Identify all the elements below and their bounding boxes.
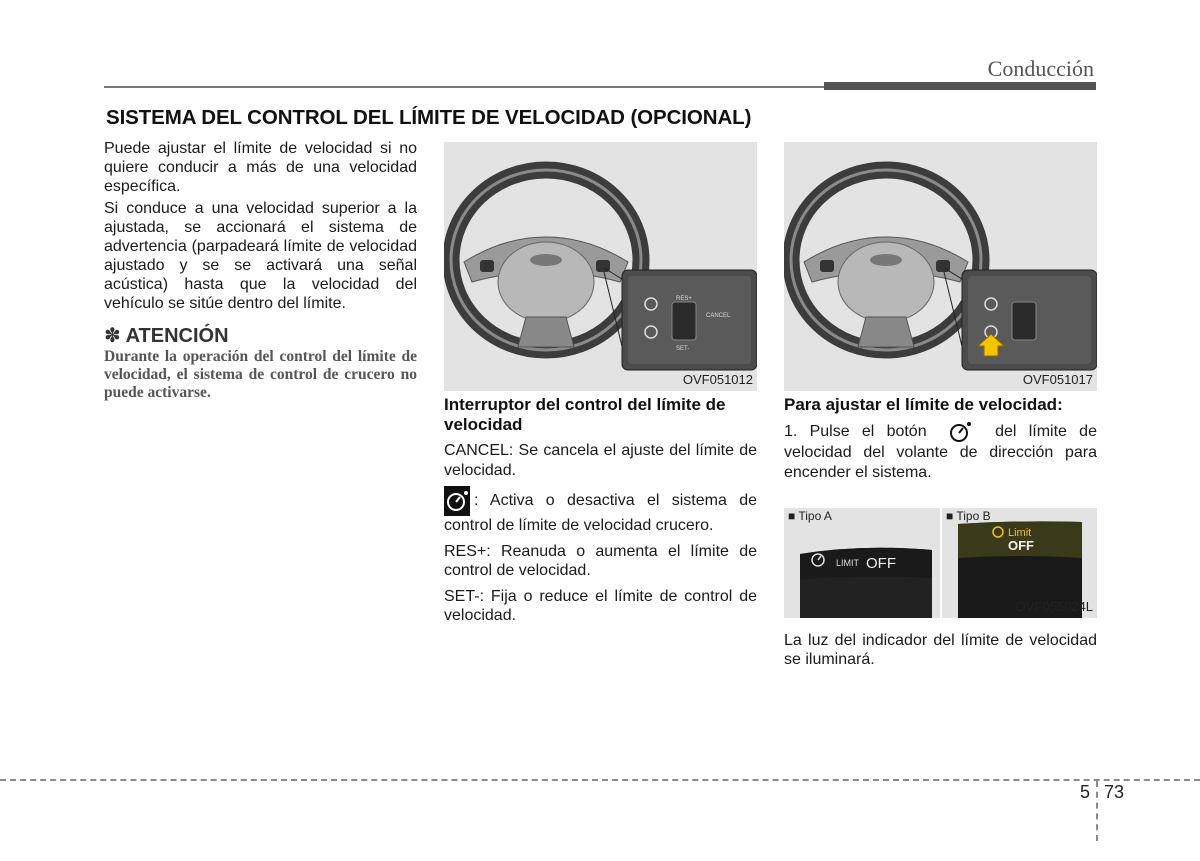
wheel-set-label: SET- <box>676 346 690 352</box>
footer-rule <box>0 779 1200 781</box>
setting-instructions <box>784 395 1097 482</box>
setting-heading: Para ajustar el límite de velocidad: <box>784 395 1063 414</box>
speed-limit-icon <box>444 486 470 516</box>
display-b-text-2: OFF <box>1008 538 1034 553</box>
intro-paragraph-2: Si conduce a una velocidad superior a la ajustada, se accionará el sistema de advertencia (parpadeará límite de velocidad ajustado y se se activará una señal acústica) hasta que la velocidad del vehículo se sitúe dentro del límite. <box>104 200 417 312</box>
limit-toggle-text: : Activa o desactiva el sistema de control de límite de velocidad crucero. <box>444 492 757 534</box>
intro-paragraph-1: Puede ajustar el límite de velocidad si no quiere conducir a más de una velocidad específica. <box>104 140 417 195</box>
intro-column <box>104 139 417 402</box>
switch-description <box>444 395 757 626</box>
display-a-text-1: LIMIT <box>836 558 860 568</box>
page-title: SISTEMA DEL CONTROL DEL LÍMITE DE VELOCIDAD (OPCIONAL) <box>106 106 752 129</box>
header-rule-thick <box>824 82 1096 90</box>
indicator-note-text: La luz del indicador del límite de velocidad se iluminará. <box>784 632 1097 668</box>
wheel-res-label: RES+ <box>676 296 692 302</box>
indicator-note <box>784 631 1097 672</box>
attention-body: Durante la operación del control del límite de velocidad, el sistema de control de crucero no puede activarse. <box>104 348 417 401</box>
res-description: RES+: Reanuda o aumenta el límite de control de velocidad. <box>444 542 757 579</box>
chapter-number: 5 <box>1080 782 1091 802</box>
figure-code-2: OVF051017 <box>1022 372 1093 387</box>
tipo-a-label: ■ Tipo A <box>788 509 832 523</box>
section-header: Conducción <box>987 56 1094 81</box>
indicator-display-figure <box>784 508 1097 618</box>
switch-heading: Interruptor del control del límite de velocidad <box>444 395 726 434</box>
set-description: SET-: Fija o reduce el límite de control de velocidad. <box>444 587 757 624</box>
steering-wheel-illustration <box>444 142 757 391</box>
footer-divider <box>1096 781 1098 841</box>
display-type-b <box>942 508 1097 618</box>
speed-limit-button-icon <box>949 421 973 443</box>
display-b-text-1: Limit <box>1008 527 1032 539</box>
step-1-text-b: del límite de velocidad del volante de dirección para encender el sistema. <box>784 423 1097 481</box>
limit-toggle-description <box>444 486 757 536</box>
page-number: 73 <box>1104 782 1125 802</box>
attention-heading: ✽ ATENCIÓN <box>104 325 229 347</box>
wheel-cancel-label: CANCEL <box>706 313 731 319</box>
header-rule <box>104 86 824 88</box>
cancel-description: CANCEL: Se cancela el ajuste del límite de velocidad. <box>444 442 757 479</box>
display-a-illustration <box>784 508 940 618</box>
figure-code-3: OVF055024L <box>1015 599 1093 614</box>
display-type-a <box>784 508 940 618</box>
display-a-text-2: OFF <box>866 555 896 572</box>
step-1 <box>784 421 1097 482</box>
figure-code-1: OVF051012 <box>682 372 753 387</box>
step-1-text-a: 1. Pulse el botón <box>784 423 927 441</box>
steering-wheel-figure <box>444 142 757 391</box>
tipo-b-label: ■ Tipo B <box>946 509 991 523</box>
steering-wheel-arrow-illustration <box>784 142 1097 391</box>
steering-wheel-arrow-figure <box>784 142 1097 391</box>
